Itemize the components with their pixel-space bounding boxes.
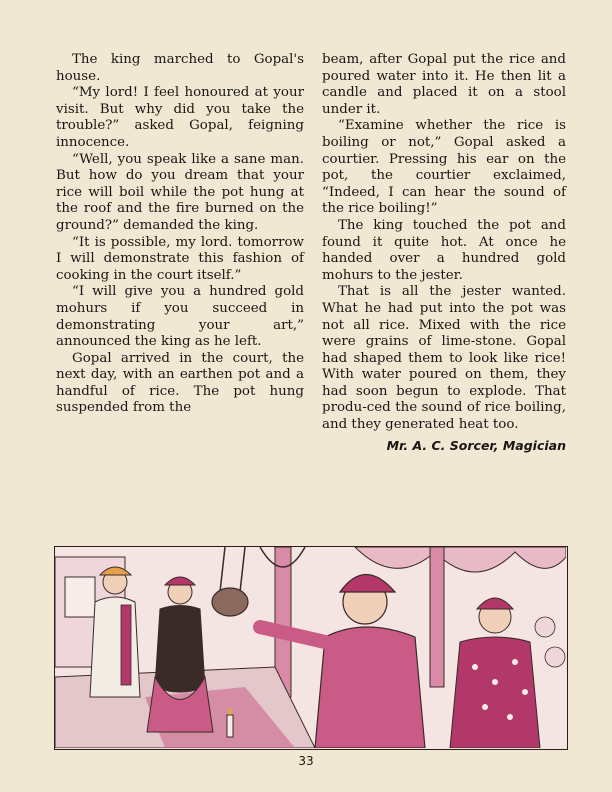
paragraph: The king marched to Gopal's house. (56, 52, 304, 84)
court-scene-drawing (55, 547, 566, 748)
page-number: 33 (298, 754, 314, 768)
left-text-column (56, 52, 304, 417)
court-illustration (54, 546, 568, 750)
paragraph: “It is possible, my lord. tomorrow I will demonstrate this fashion of cooking in the court itself.” (56, 234, 304, 283)
right-text-column (322, 52, 566, 454)
paragraph: “I will give you a hundred gold mohurs if you succeed in demonstrating your art,” announced the king as he left. (56, 284, 304, 350)
author-byline: Mr. A. C. Sorcer, Magician (386, 437, 566, 453)
paragraph: beam, after Gopal put the rice and poured water into it. He then lit a candle and placed it on a stool under it. (322, 52, 566, 117)
paragraph: “Examine whether the rice is boiling or not,” Gopal asked a courtier. Pressing his ear on the pot, the courtier exclaimed, “Indeed, I can hear the sound of the rice boiling!” (322, 118, 566, 217)
paragraph: The king touched the pot and found it quite hot. At once he handed over a hundred gold mohurs to the jester. (322, 217, 566, 283)
paragraph: “My lord! I feel honoured at your visit. But why did you take the trouble?” asked Gopal, feigning innocence. (56, 85, 304, 150)
paragraph: That is all the jester wanted. What he had put into the pot was not all rice. Mixed with the rice were grains of lime-stone. Gopal had shaped them to look like rice! With water poured on them, they had soon begun to explode. That produ-ced the sound of rice boiling, and they generated heat too. (322, 284, 566, 433)
paragraph: “Well, you speak like a sane man. But how do you dream that your rice will boil while the pot hung at the roof and the fire burned on the ground?” demanded the king. (56, 151, 304, 233)
paragraph: Gopal arrived in the court, the next day, with an earthen pot and a handful of rice. The pot hung suspended from the (56, 350, 304, 416)
